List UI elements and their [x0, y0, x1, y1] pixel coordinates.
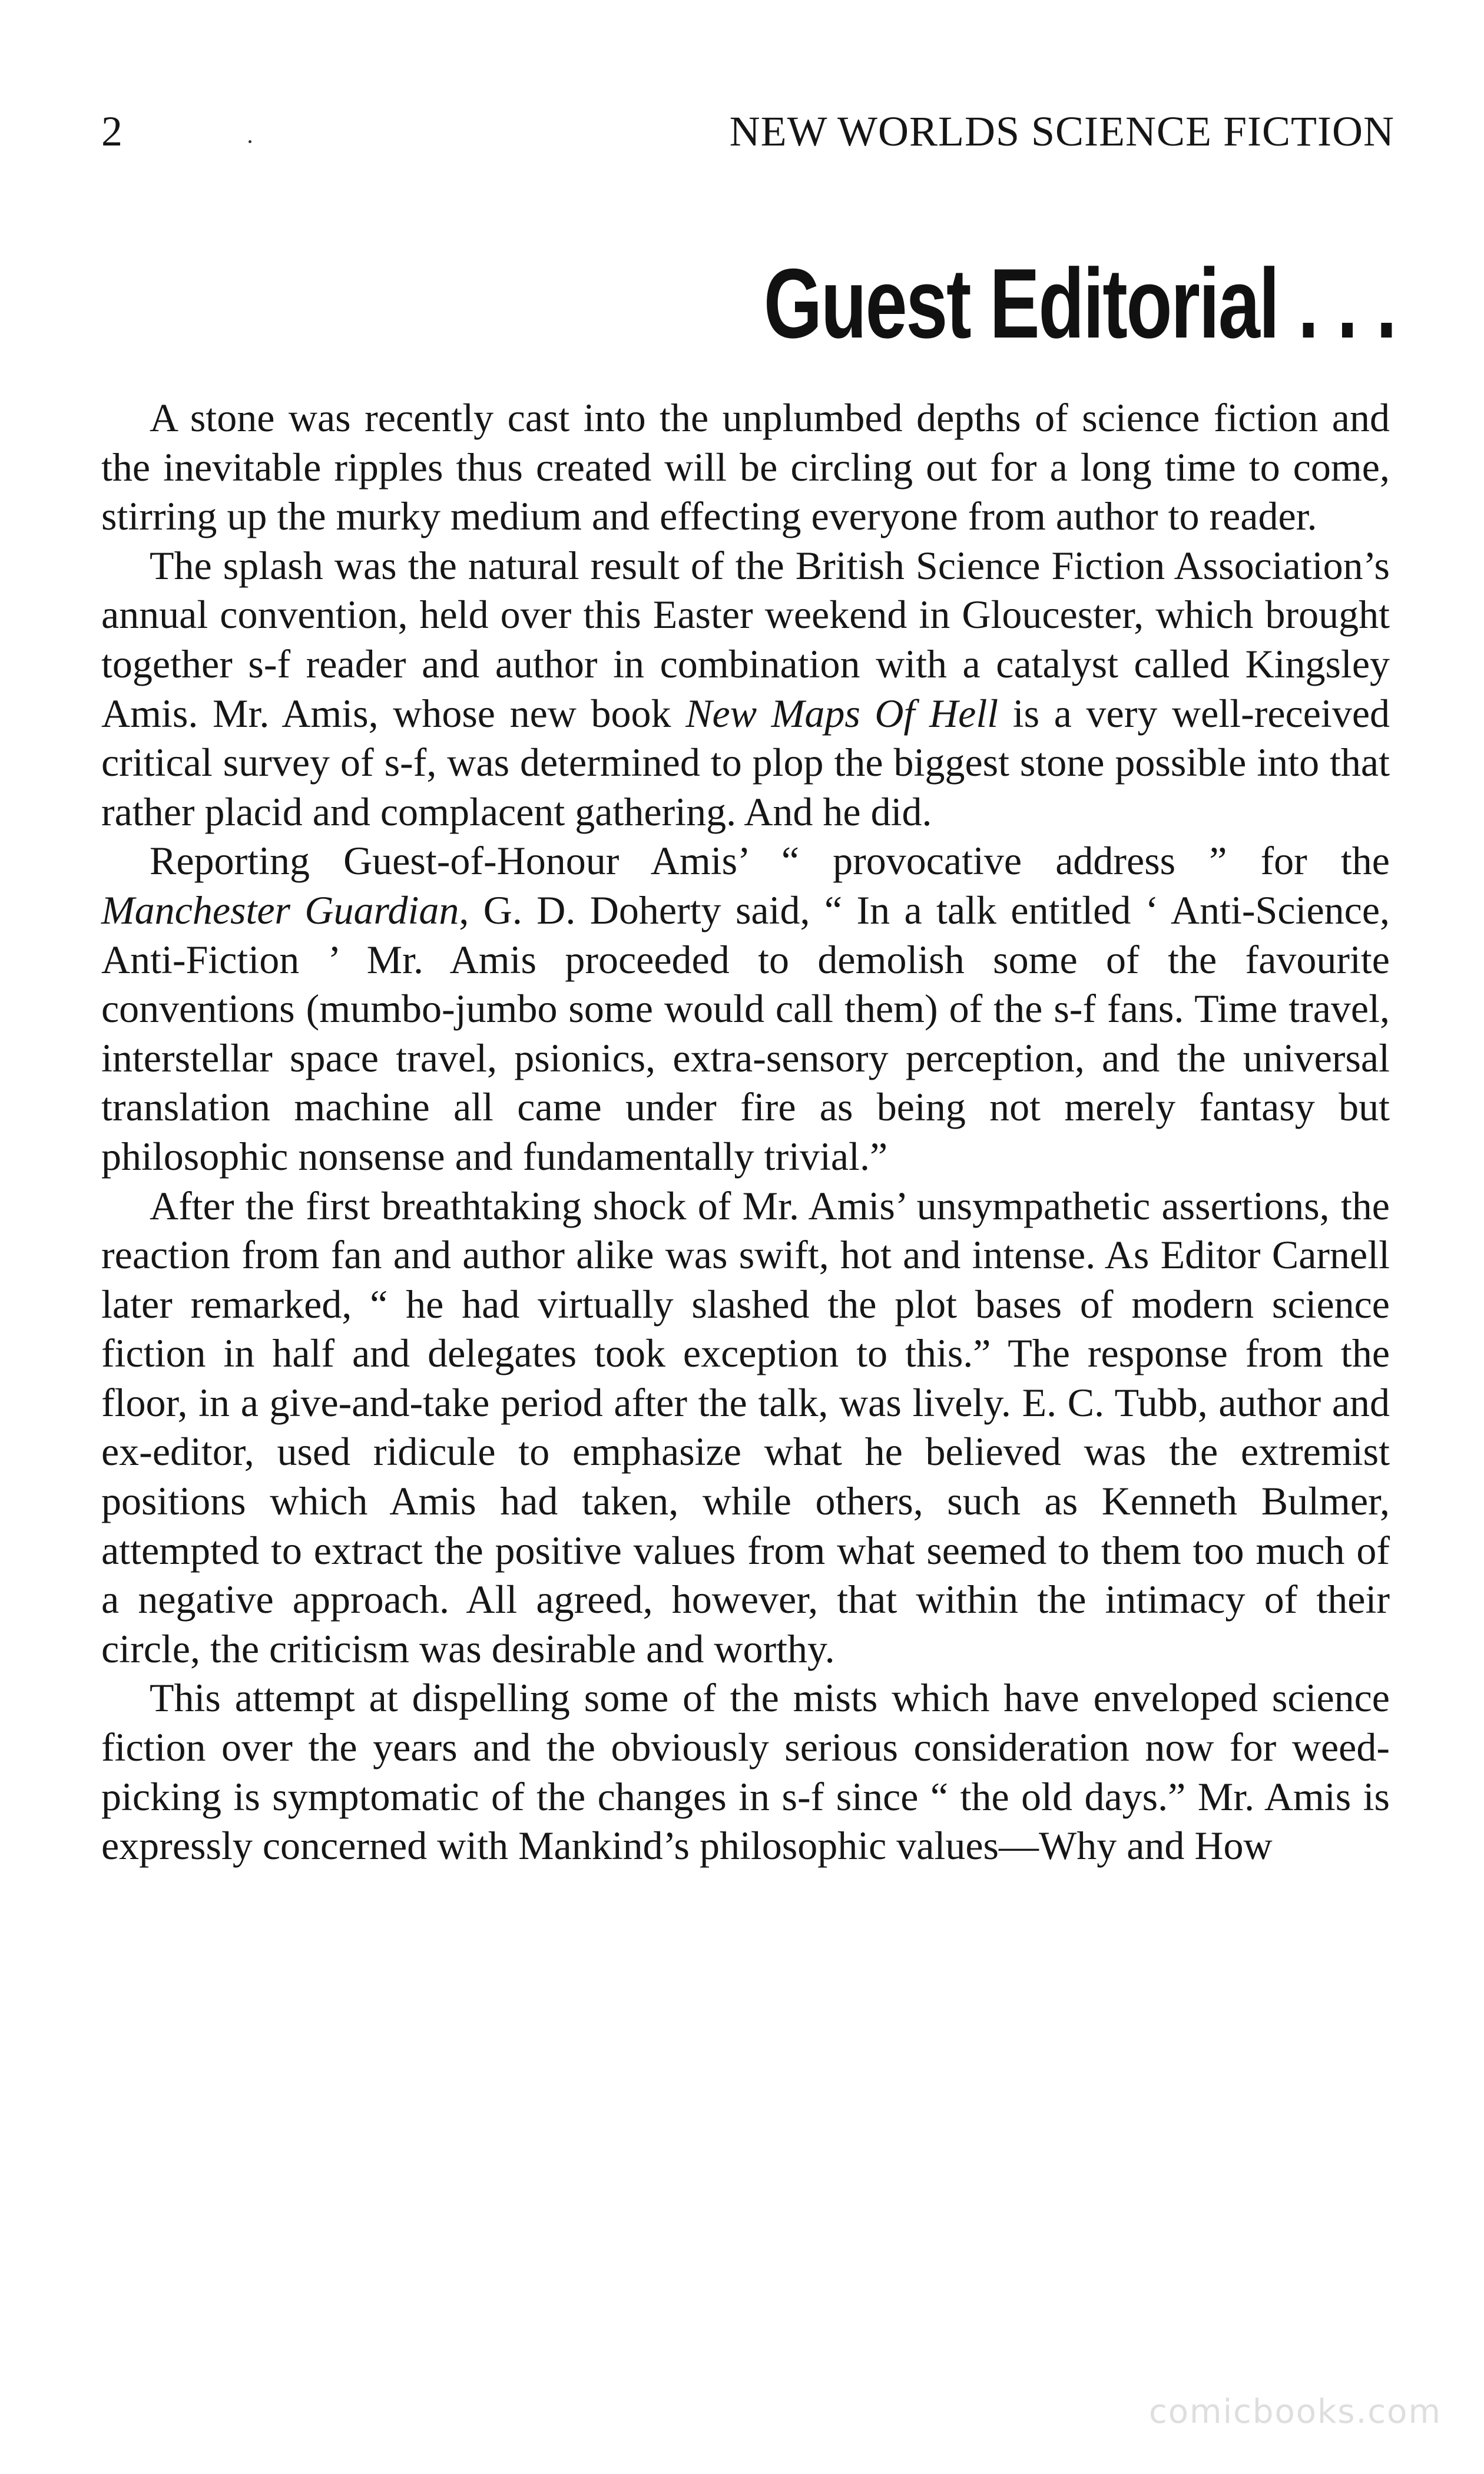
article-body: [101, 393, 1390, 1871]
paragraph-text: After the first breathtaking shock of Mr. Amis’ unsympathetic assertions, the reaction from fan and author alike was swift, hot and intense. As Editor Carnell later remarked, “ he had virtually slashed the plot bases of modern science fiction in half and delegates took exception to this.” The response from the floor, in a give-and-take period after the talk, was lively. E. C. Tubb, author and ex-editor, used ridicule to emphasize what he believed was the extremist positions which Amis had taken, while others, such as Kenneth Bulmer, attempted to extract the positive values from what seemed to them too much of a negative approach. All agreed, however, that within the intimacy of their circle, the criticism was desirable and worthy.: [101, 1183, 1390, 1671]
paragraph-text: A stone was recently cast into the unplumbed depths of science fiction and the inevitable ripples thus created will be circling out for a long time to come, stirring up the murky medium and effecting everyone from author to reader.: [101, 395, 1390, 539]
running-title: NEW WORLDS SCIENCE FICTION: [729, 108, 1394, 155]
paragraph-text: The splash was the natural result of the British Science Fiction Association’s annual convention, held over this Easter weekend in Gloucester, which brought together s-f reader and author in combination with a catalyst called Kingsley Amis. Mr. Amis, whose new book: [101, 543, 1390, 736]
paragraph-text: Reporting Guest-of-Honour Amis’ “ provocative address ” for the: [150, 838, 1390, 884]
paragraph-p1: [101, 393, 1390, 541]
watermark: comicbooks.com: [1148, 2393, 1442, 2431]
article-title: Guest Editorial . . .: [763, 248, 1396, 359]
paragraph-text: , G. D. Doherty said, “ In a talk entitled ‘ Anti-Science, Anti-Fiction ’ Mr. Amis proceeded to demolish some of the favourite conventions (mumbo-jumbo some would call them) of the s-f fans. Time travel, interstellar space travel, psionics, extra-sensory perception, and the universal translation machine all came under fire as being not merely fantasy but philosophic nonsense and fundamentally trivial.”: [101, 887, 1390, 1179]
paragraph-p2: [101, 541, 1390, 837]
paragraph-p4: [101, 1182, 1390, 1674]
print-speck: [249, 140, 251, 143]
paragraph-text: This attempt at dispelling some of the mists which have enveloped science fiction over the years and the obviously serious consideration now for weed-picking is symptomatic of the changes in s-f since “ the old days.” Mr. Amis is expressly concerned with Mankind’s philosophic values—Why and How: [101, 1675, 1390, 1868]
italic-title-text: Manchester Guardian: [101, 887, 459, 932]
paragraph-text: is a very well-received critical survey of s-f, was determined to plop the biggest stone possible into that rather placid and complacent gathering. And he did.: [101, 690, 1390, 834]
page-number: 2: [101, 108, 123, 155]
running-header: [101, 105, 1394, 158]
italic-title-text: New Maps Of Hell: [685, 690, 999, 736]
paragraph-p5: [101, 1673, 1390, 1870]
paragraph-p3: [101, 836, 1390, 1181]
